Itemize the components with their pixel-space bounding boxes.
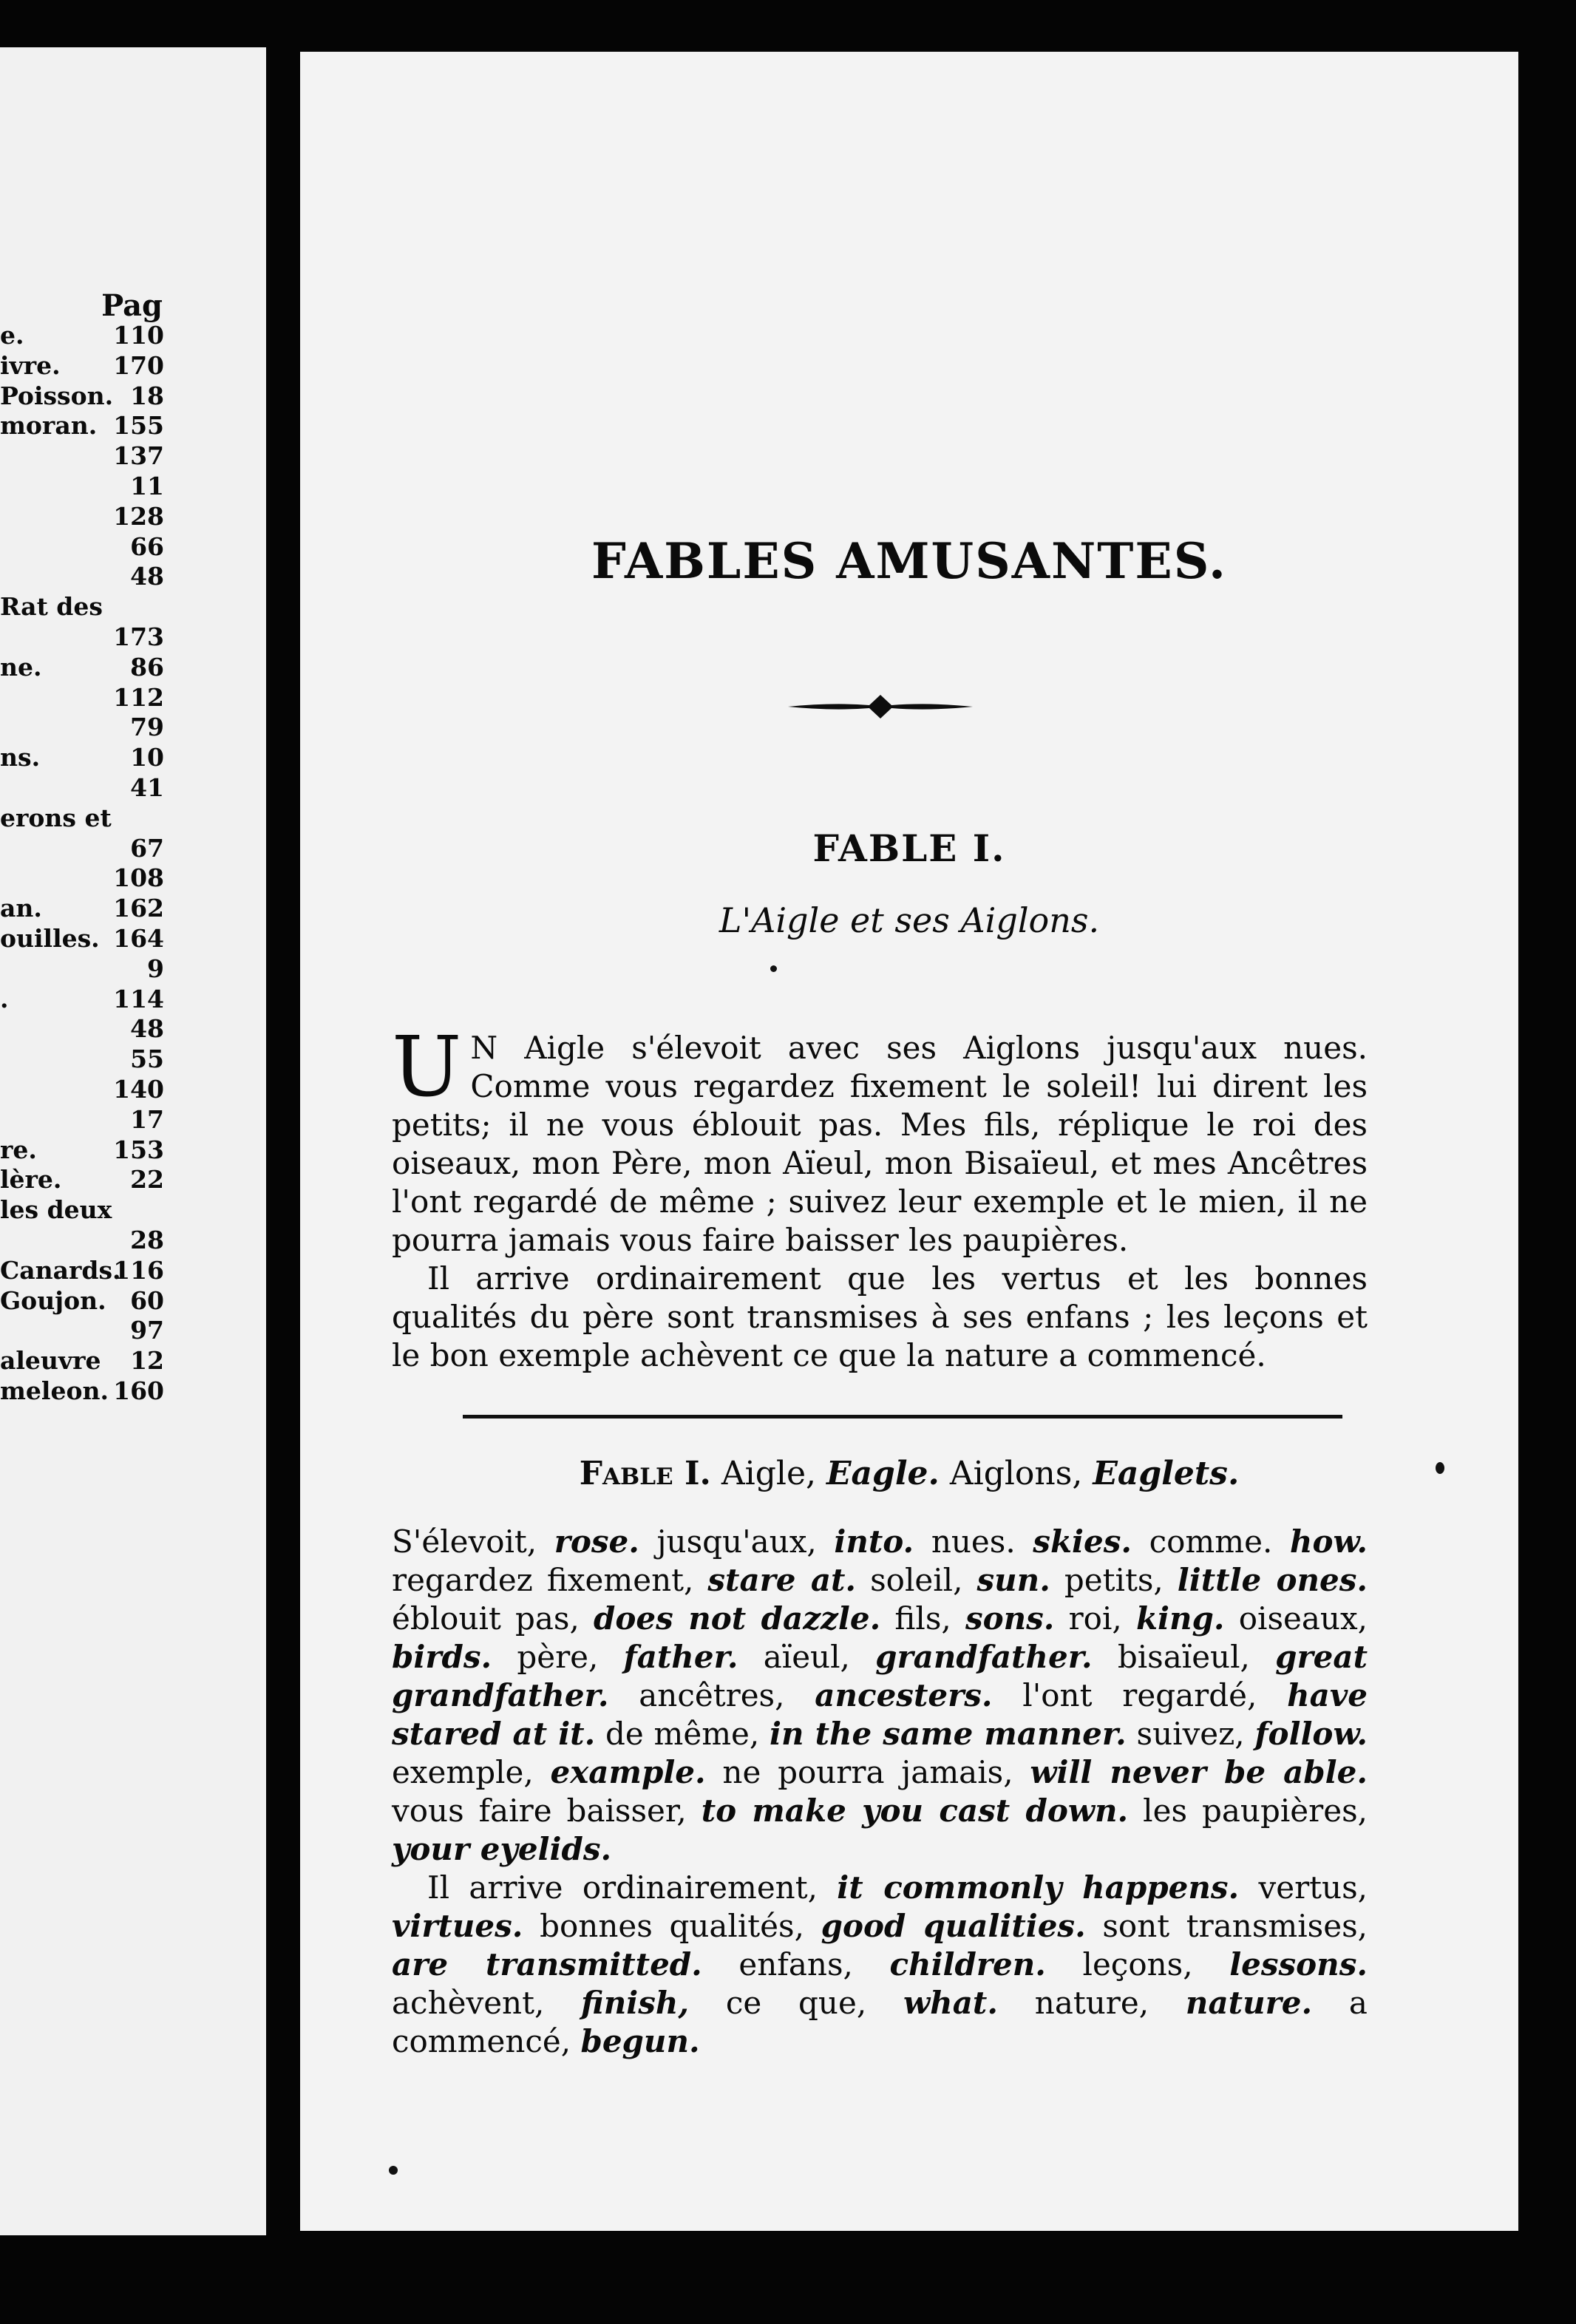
vocab-french: père, [517, 1639, 599, 1675]
toc-page-number: 108 [113, 863, 164, 893]
vocab-french: oiseaux, [1238, 1600, 1368, 1637]
toc-page-number: 160 [113, 1376, 164, 1405]
toc-page-number: 110 [113, 321, 164, 350]
vocab-french: jusqu'aux, [656, 1523, 817, 1560]
toc-row [0, 743, 164, 772]
vocab-heading-translation: Eaglets. [1093, 1455, 1240, 1492]
vocab-french: achèvent, [392, 1985, 545, 2021]
fable-subtitle: L'Aigle et ses Aiglons. [719, 900, 1100, 940]
vocab-english: king. [1135, 1600, 1225, 1637]
toc-row [0, 894, 164, 923]
vocab-english: finish, [581, 1985, 690, 2021]
toc-entry-text: lère. [0, 1165, 62, 1195]
vocab-french: aïeul, [763, 1639, 850, 1675]
toc-row [0, 1286, 164, 1316]
vocab-french: Il arrive ordinairement, [427, 1869, 818, 1906]
toc-row [0, 1195, 164, 1225]
toc-row [0, 381, 164, 411]
toc-row [0, 924, 164, 954]
vocab-english: sun. [976, 1562, 1050, 1598]
vocab-english: example. [550, 1754, 706, 1790]
toc-entry-text: les deux [0, 1195, 112, 1225]
toc-page-number: 116 [113, 1255, 164, 1285]
toc-row [0, 653, 164, 682]
vocab-english: children. [889, 1946, 1046, 1982]
vocab-heading-word: Aiglons, [949, 1455, 1083, 1492]
toc-entry-text: . [0, 984, 9, 1013]
toc-row [0, 1165, 164, 1195]
toc-page-number: 79 [130, 713, 164, 742]
vocab-english: grandfather. [875, 1639, 1093, 1675]
vocab-english: follow. [1254, 1716, 1368, 1752]
toc-entry-text: ivre. [0, 350, 61, 380]
vocab-english: will never be able. [1030, 1754, 1368, 1790]
toc-page-number: 18 [130, 381, 164, 410]
toc-page-number: 137 [113, 441, 164, 471]
toc-row [0, 622, 164, 652]
toc-entry-text: moran. [0, 411, 98, 441]
toc-page-number: 12 [130, 1346, 164, 1376]
vocab-english: into. [834, 1523, 914, 1560]
vocab-french: comme. [1149, 1523, 1273, 1560]
toc-row [0, 321, 164, 350]
toc-page-number: 55 [130, 1044, 164, 1074]
toc-row [0, 803, 164, 833]
vocab-english: have stared at it. [392, 1677, 1368, 1752]
toc-page-number: 86 [130, 652, 164, 682]
vocab-french: bisaïeul, [1117, 1639, 1250, 1675]
toc-page-number: 173 [113, 622, 164, 651]
toc-page-number: 11 [130, 472, 164, 500]
toc-page-number: 112 [113, 682, 164, 712]
toc-page-number: 153 [113, 1135, 164, 1164]
toc-row [0, 773, 164, 803]
vocab-french: roi, [1068, 1600, 1122, 1637]
vocab-french: vertus, [1258, 1869, 1368, 1906]
toc-row [0, 1256, 164, 1285]
vocab-french: S'élevoit, [392, 1523, 537, 1560]
vocab-english: birds. [392, 1639, 492, 1675]
toc-row [0, 1014, 164, 1044]
vocabulary-paragraph [392, 1523, 1368, 1869]
vocabulary-heading [300, 1455, 1518, 1492]
toc-page-number: 48 [130, 1014, 164, 1044]
ink-speck [770, 965, 777, 972]
toc-page-number: 22 [130, 1165, 164, 1195]
toc-entry-text: ne. [0, 652, 42, 682]
vocab-french: nues. [931, 1523, 1016, 1560]
vocab-english: sons. [965, 1600, 1055, 1637]
toc-page-heading: Pag [101, 288, 163, 323]
toc-row [0, 592, 164, 622]
toc-page-number: 170 [113, 350, 164, 380]
vocab-french: ancêtres, [639, 1677, 785, 1713]
toc-row [0, 1316, 164, 1345]
vocab-french: fils, [894, 1600, 951, 1637]
vocab-english: how. [1289, 1523, 1368, 1560]
toc-page-number: 164 [113, 924, 164, 953]
toc-page-number: 114 [113, 984, 164, 1013]
toc-row [0, 834, 164, 863]
toc-entry-text: aleuvre [0, 1346, 101, 1376]
vocab-heading-translation: Eagle. [826, 1455, 940, 1492]
vocab-english: lessons. [1229, 1946, 1368, 1982]
vocab-french: ne pourra jamais, [722, 1754, 1013, 1790]
toc-row [0, 1105, 164, 1135]
toc-page-number: 60 [130, 1285, 164, 1315]
vocab-english: it commonly happens. [837, 1869, 1240, 1906]
toc-row [0, 351, 164, 381]
toc-row [0, 472, 164, 501]
toc-page-number: 97 [130, 1316, 164, 1345]
toc-page-number: 66 [130, 531, 164, 561]
vocab-english: father. [623, 1639, 738, 1675]
vocab-english: to make you cast down. [701, 1793, 1129, 1829]
section-rule [463, 1415, 1342, 1418]
vocab-heading-prefix: Fable I. [579, 1455, 711, 1492]
ornament-divider [788, 690, 973, 723]
vocab-french: petits, [1064, 1562, 1164, 1598]
fable-moral: Il arrive ordinairement que les vertus et les bonnes qualités du père sont transmises à ses enfans ; les leçons et le bon exemple achèvent ce que la nature a commencé. [392, 1260, 1368, 1373]
toc-row [0, 502, 164, 531]
toc-page-number: 128 [113, 501, 164, 531]
toc-page-number: 10 [130, 743, 164, 772]
toc-row [0, 532, 164, 562]
toc-page-number: 155 [113, 411, 164, 441]
toc-row [0, 713, 164, 742]
vocab-french: sont transmises, [1102, 1908, 1368, 1944]
vocab-english: does not dazzle. [594, 1600, 881, 1637]
toc-entry-text: ouilles. [0, 924, 100, 953]
toc-entry-text: Canards. [0, 1255, 121, 1285]
toc-row [0, 441, 164, 471]
vocab-french: éblouit pas, [392, 1600, 580, 1637]
vocab-english: great grandfather. [392, 1639, 1368, 1713]
toc-entry-text: erons et [0, 803, 112, 832]
toc-row [0, 1226, 164, 1255]
vocab-french: enfans, [738, 1946, 853, 1982]
toc-row [0, 1346, 164, 1376]
ink-speck [1436, 1462, 1444, 1474]
toc-row [0, 985, 164, 1014]
vocab-english: what. [903, 1985, 998, 2021]
vocab-english: ancesters. [815, 1677, 993, 1713]
toc-row [0, 1376, 164, 1406]
right-page [300, 52, 1518, 2231]
toc-page-number: 28 [130, 1226, 164, 1254]
toc-entry-text: Goujon. [0, 1285, 106, 1315]
ink-speck [389, 2166, 398, 2175]
vocab-french: les paupières, [1143, 1793, 1368, 1829]
vocab-french: de même, [605, 1716, 760, 1752]
toc-row [0, 863, 164, 893]
toc-page-number: 17 [130, 1104, 164, 1134]
toc-entry-text: e. [0, 321, 24, 350]
toc-page-number: 162 [113, 894, 164, 923]
toc-row [0, 1135, 164, 1165]
toc-row [0, 954, 164, 984]
book-title: FABLES AMUSANTES. [591, 532, 1228, 590]
toc-page-number: 67 [130, 833, 164, 863]
fable-paragraph: N Aigle s'élevoit avec ses Aiglons jusqu'aux nues. Comme vous regardez fixement le soleil! lui dirent les petits; il ne vous éblouit pas. Mes fils, réplique le roi des oiseaux, mon Père, mon Aïeul, mon Bisaïeul, et mes Ancêtres l'ont regardé de même ; suivez leur exemple et le mien, il ne pourra jamais vous faire baisser les paupières. [392, 1030, 1368, 1258]
toc-page-number: 41 [130, 773, 164, 802]
toc-entry-text: Poisson. [0, 381, 114, 410]
toc-entry-text: an. [0, 894, 42, 923]
vocab-english: your eyelids. [392, 1831, 612, 1867]
vocab-french: ce que, [725, 1985, 867, 2021]
toc-entry-text: ns. [0, 743, 41, 772]
vocabulary-paragraph [392, 1869, 1368, 2061]
vocab-french: nature, [1034, 1985, 1149, 2021]
vocab-english: begun. [580, 2023, 700, 2059]
vocab-french: suivez, [1136, 1716, 1245, 1752]
left-page-toc [0, 47, 266, 2235]
toc-entry-text: re. [0, 1135, 37, 1164]
vocab-french: bonnes qualités, [540, 1908, 804, 1944]
vocab-english: nature. [1185, 1985, 1313, 2021]
vocab-french: exemple, [392, 1754, 534, 1790]
toc-page-number: 9 [147, 954, 164, 983]
toc-row [0, 1075, 164, 1104]
toc-entry-text: meleon. [0, 1376, 109, 1405]
toc-row [0, 683, 164, 713]
toc-entry-text: Rat des [0, 592, 103, 622]
vocab-english: little ones. [1177, 1562, 1368, 1598]
vocab-english: stare at. [707, 1562, 857, 1598]
vocab-english: are transmitted. [392, 1946, 702, 1982]
vocab-english: in the same manner. [770, 1716, 1127, 1752]
vocab-english: rose. [554, 1523, 639, 1560]
vocab-french: a commencé, [392, 1985, 1368, 2059]
vocab-french: leçons, [1082, 1946, 1193, 1982]
vocab-english: skies. [1033, 1523, 1132, 1560]
vocab-english: good qualities. [821, 1908, 1086, 1944]
vocab-french: soleil, [870, 1562, 963, 1598]
drop-cap: U [392, 1019, 462, 1115]
vocab-french: regardez fixement, [392, 1562, 694, 1598]
toc-row [0, 411, 164, 441]
toc-row [0, 562, 164, 591]
vocab-heading-word: Aigle, [721, 1455, 816, 1492]
vocab-english: virtues. [392, 1908, 523, 1944]
fable-number: FABLE I. [812, 826, 1006, 870]
toc-row [0, 1044, 164, 1074]
vocab-french: l'ont regardé, [1022, 1677, 1257, 1713]
fable-text [392, 1019, 1368, 1375]
toc-page-number: 140 [113, 1075, 164, 1104]
vocabulary-list [392, 1523, 1368, 2061]
vocab-french: vous faire baisser, [392, 1793, 687, 1829]
toc-page-number: 48 [130, 562, 164, 591]
